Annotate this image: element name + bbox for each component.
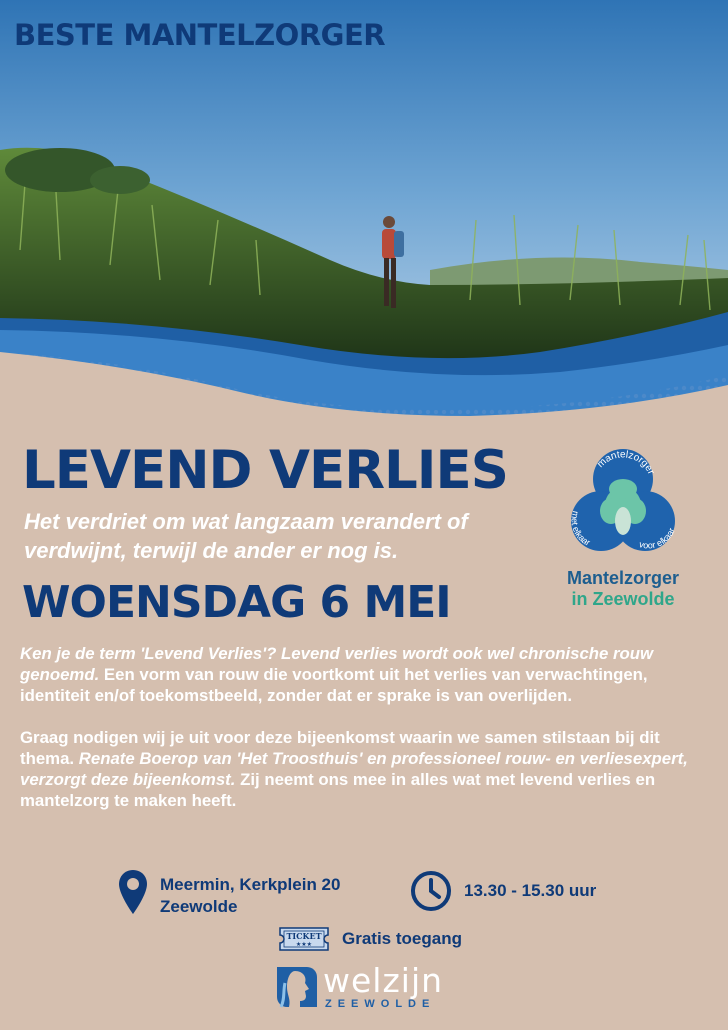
body-paragraph-2 xyxy=(20,727,712,811)
body-p1-rest: Een vorm van rouw die voortkomt uit het verlies van verwachtingen, identiteit en/of toekomstbeeld, zonder dat er sprake is van overlijden. xyxy=(20,665,648,705)
hero-photo xyxy=(0,0,728,430)
svg-text:mantelzorger: mantelzorger xyxy=(595,449,657,477)
location-line1: Meermin, Kerkplein 20 xyxy=(160,875,341,894)
svg-text:met elkaar: met elkaar xyxy=(569,510,592,548)
time-info xyxy=(410,870,596,912)
welzijn-face-icon xyxy=(273,963,319,1011)
body-p2-end: Zij neemt ons mee in alles wat met levend verlies en mantelzorg te maken heeft. xyxy=(20,770,656,810)
event-subtitle: Het verdriet om wat langzaam verandert of verdwijnt, terwijl de ander er nog is. xyxy=(24,509,468,563)
location-line2: Zeewolde xyxy=(160,897,238,916)
body-text xyxy=(20,643,712,832)
welzijn-sub: ZEEWOLDE xyxy=(325,998,436,1010)
time-text: 13.30 - 15.30 uur xyxy=(464,881,597,900)
ticket-icon xyxy=(278,924,330,954)
clock-icon xyxy=(410,870,452,912)
header-title: BESTE MANTELZORGER xyxy=(14,18,386,52)
mantelzorger-rings-icon xyxy=(563,445,683,565)
mantelzorger-logo xyxy=(548,445,698,610)
map-pin-icon xyxy=(118,868,148,916)
svg-text:★★★: ★★★ xyxy=(295,941,313,948)
body-p2-italic: Renate Boerop van 'Het Troosthuis' en professioneel rouw- en verliesexpert, verzorgt deze bijeenkomst. xyxy=(20,749,688,789)
entry-info xyxy=(278,924,462,954)
welzijn-word: welzijn xyxy=(323,961,444,1000)
body-paragraph-1 xyxy=(20,643,712,706)
svg-text:voor elkaar: voor elkaar xyxy=(638,526,677,551)
event-title: LEVEND VERLIES xyxy=(22,440,508,501)
welzijn-logo xyxy=(273,963,443,1011)
body-p1-italic: Ken je de term 'Levend Verlies'? Levend verlies wordt ook wel chronische rouw genoemd. xyxy=(20,644,654,684)
entry-text: Gratis toegang xyxy=(342,929,462,948)
event-date: WOENSDAG 6 MEI xyxy=(22,577,451,628)
logo-name-line2: in Zeewolde xyxy=(571,589,675,609)
svg-text:TICKET: TICKET xyxy=(286,931,322,941)
location-info xyxy=(118,868,340,918)
body-p2-start: Graag nodigen wij je uit voor deze bijeenkomst waarin we samen stilstaan bij dit thema. xyxy=(20,728,660,768)
logo-name-line1: Mantelzorger xyxy=(566,568,680,588)
